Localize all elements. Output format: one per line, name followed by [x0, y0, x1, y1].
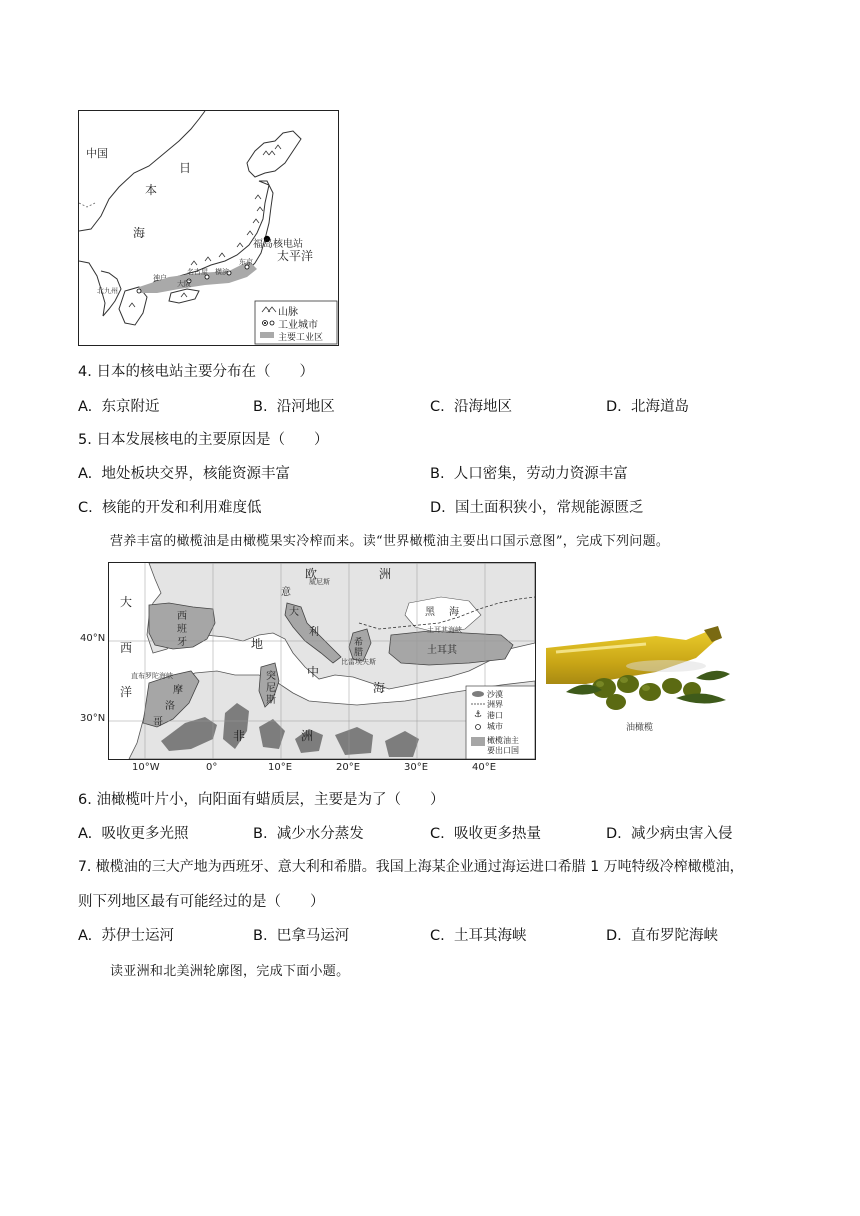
olive-intro: 营养丰富的橄榄油是由橄榄果实冷榨而来。读“世界橄榄油主要出口国示意图”，完成下列问题。	[110, 534, 670, 549]
option-letter: D.	[430, 500, 446, 516]
legend-exporter-label-2: 要出口国	[487, 746, 519, 755]
svg-text:⚓: ⚓	[474, 710, 483, 720]
option-text: 人口密集，劳动力资源丰富	[453, 466, 628, 482]
q7-option-a[interactable]	[78, 924, 174, 945]
axis-lon-10w: 10°W	[132, 762, 160, 773]
legend-city-label: 工业城市	[278, 320, 318, 331]
legend-mountain-label: 山脉	[278, 307, 298, 318]
label-sea-1: 日	[179, 161, 192, 175]
label-italy-2: 大	[289, 607, 299, 618]
option-text: 沿河地区	[276, 399, 335, 415]
label-morocco-3: 哥	[153, 717, 163, 728]
q5-option-c[interactable]	[78, 496, 261, 517]
option-letter: D.	[606, 928, 622, 944]
label-kitakyushu: 北九州	[97, 287, 118, 295]
continents-intro: 读亚洲和北美洲轮廓图，完成下面小题。	[110, 964, 350, 979]
legend-city-label: 城市	[487, 722, 503, 731]
option-text: 减少水分蒸发	[276, 826, 364, 842]
option-letter: B.	[253, 928, 268, 944]
option-text: 地处板块交界，核能资源丰富	[101, 466, 290, 482]
japan-map-drawing	[79, 111, 338, 345]
label-osaka: 大阪	[177, 280, 191, 288]
option-text: 核能的开发和利用难度低	[101, 500, 262, 516]
option-letter: C.	[78, 500, 93, 516]
olive-oil-bottle-and-olives	[546, 618, 732, 718]
label-spain-1: 西	[177, 611, 187, 622]
q6-option-a[interactable]	[78, 822, 189, 843]
label-nagoya: 名古屋	[187, 268, 208, 276]
q5-stem: 5. 日本发展核电的主要原因是（ ）	[78, 432, 329, 448]
legend-desert-label: 沙漠	[487, 690, 503, 699]
q7-option-b[interactable]	[253, 924, 349, 945]
label-casablanca: 直布罗陀海峡	[131, 672, 173, 680]
legend-boundary-label: 洲界	[487, 700, 503, 709]
label-spain-3: 牙	[177, 637, 187, 648]
option-text: 巴拿马运河	[276, 928, 350, 944]
label-venice: 威尼斯	[309, 578, 330, 586]
label-greece-1: 希	[354, 638, 364, 648]
label-med-2: 中	[307, 665, 320, 679]
label-med-1: 地	[251, 637, 264, 651]
label-atlantic-3: 洋	[120, 685, 133, 699]
q5-option-a[interactable]	[78, 462, 290, 483]
mediterranean-map-drawing	[109, 563, 535, 759]
label-fukushima-plant: 福岛核电站	[253, 239, 303, 250]
option-text: 东京附近	[101, 399, 160, 415]
option-letter: A.	[78, 928, 93, 944]
label-atlantic-2: 西	[120, 641, 133, 655]
option-text: 土耳其海峡	[453, 928, 527, 944]
q7-option-d[interactable]	[606, 924, 718, 945]
q4-option-d[interactable]	[606, 395, 689, 416]
q4-option-b[interactable]	[253, 395, 335, 416]
label-italy-3: 利	[309, 627, 319, 638]
label-blacksea-2: 海	[449, 607, 459, 618]
option-text: 苏伊士运河	[101, 928, 174, 944]
label-tokyo: 东京	[239, 258, 253, 266]
label-kobe: 神户	[153, 274, 167, 282]
label-italy-1: 意	[281, 587, 291, 598]
q7-stem-line-2: 则下列地区最有可能经过的是（ ）	[78, 894, 325, 910]
label-china: 中国	[86, 147, 108, 160]
q7-stem-line-1: 7. 橄榄油的三大产地为西班牙、意大利和希腊。我国上海某企业通过海运进口希腊 1 万吨特级冷榨橄榄油，	[78, 859, 744, 875]
option-letter: A.	[78, 466, 93, 482]
axis-lat-30n: 30°N	[80, 713, 106, 724]
q4-option-c[interactable]	[430, 395, 512, 416]
option-letter: B.	[430, 466, 445, 482]
olive-oil-photo	[546, 618, 732, 736]
label-europe-2: 洲	[379, 567, 392, 581]
label-piraeus: 比雷埃夫斯	[341, 658, 376, 666]
option-text: 吸收更多热量	[453, 826, 541, 842]
option-letter: C.	[430, 826, 445, 842]
label-tunisia-3: 斯	[266, 695, 276, 706]
label-blacksea-1: 黑	[425, 607, 435, 618]
option-letter: B.	[253, 826, 268, 842]
option-text: 沿海地区	[453, 399, 512, 415]
axis-lon-30e: 30°E	[404, 762, 429, 773]
label-tunisia-2: 尼	[266, 683, 276, 694]
japan-map	[78, 110, 339, 346]
option-text: 直布罗陀海峡	[631, 928, 718, 944]
q5-option-b[interactable]	[430, 462, 628, 483]
option-text: 减少病虫害入侵	[631, 826, 733, 842]
mediterranean-map	[108, 562, 536, 760]
option-text: 北海道岛	[631, 399, 689, 415]
label-africa-2: 洲	[301, 729, 314, 743]
option-text: 国土面积狭小，常规能源匮乏	[455, 500, 644, 516]
axis-lon-0: 0°	[206, 762, 218, 773]
q4-stem: 4. 日本的核电站主要分布在（ ）	[78, 364, 314, 380]
q7-option-c[interactable]	[430, 924, 526, 945]
option-letter: A.	[78, 399, 93, 415]
q6-stem: 6. 油橄榄叶片小，向阳面有蜡质层，主要是为了（ ）	[78, 792, 445, 808]
label-africa-1: 非	[233, 729, 246, 743]
olive-photo-caption: 油橄榄	[626, 723, 654, 733]
legend-exporter-label-1: 橄榄油主	[487, 736, 519, 745]
label-sea-2: 本	[145, 183, 158, 197]
option-letter: C.	[430, 928, 445, 944]
q6-option-c[interactable]	[430, 822, 541, 843]
axis-lon-40e: 40°E	[472, 762, 497, 773]
axis-lat-40n: 40°N	[80, 633, 106, 644]
label-sea-3: 海	[133, 226, 146, 240]
q4-option-a[interactable]	[78, 395, 160, 416]
label-strait: 土耳其海峡	[427, 626, 462, 634]
label-europe-1: 欧	[305, 567, 318, 581]
option-letter: C.	[430, 399, 445, 415]
label-morocco-1: 摩	[173, 685, 183, 696]
label-yokohama: 横滨	[215, 268, 229, 276]
axis-lon-10e: 10°E	[268, 762, 293, 773]
legend-zone-label: 主要工业区	[278, 333, 324, 343]
label-turkey: 土耳其	[427, 645, 457, 656]
q6-option-d[interactable]	[606, 822, 733, 843]
label-atlantic-1: 大	[120, 595, 133, 609]
option-letter: B.	[253, 399, 268, 415]
option-letter: D.	[606, 399, 622, 415]
label-pacific-ocean: 太平洋	[277, 249, 314, 263]
q6-option-b[interactable]	[253, 822, 364, 843]
label-greece-2: 腊	[354, 648, 364, 658]
label-med-3: 海	[373, 681, 386, 695]
label-morocco-2: 洛	[165, 701, 175, 712]
option-letter: A.	[78, 826, 93, 842]
axis-lon-20e: 20°E	[336, 762, 361, 773]
label-spain-2: 班	[177, 624, 187, 635]
label-tunisia-1: 突	[266, 671, 276, 682]
legend-port-label: 港口	[487, 711, 503, 720]
option-text: 吸收更多光照	[101, 826, 189, 842]
q5-option-d[interactable]	[430, 496, 644, 517]
option-letter: D.	[606, 826, 622, 842]
